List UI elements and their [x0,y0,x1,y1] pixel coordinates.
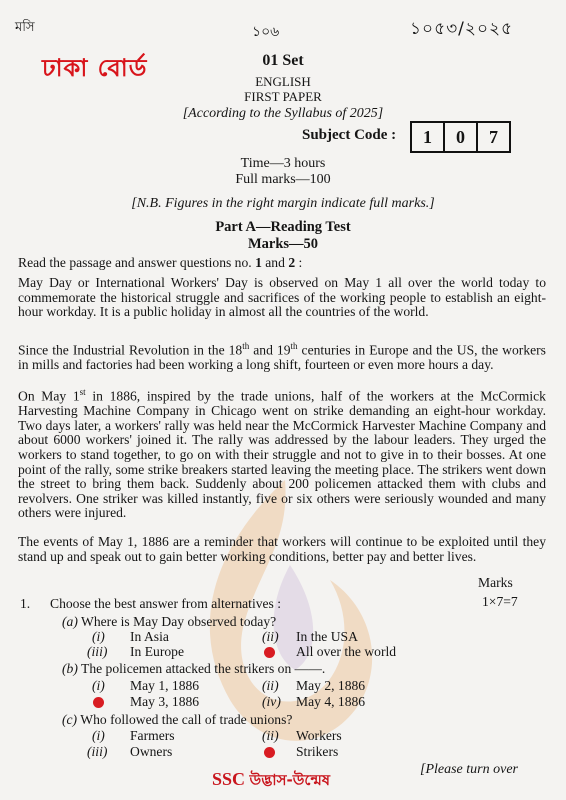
board-name: ঢাকা বোর্ড [42,54,148,82]
marks-note: [N.B. Figures in the right margin indicate full marks.] [131,196,435,211]
page-number: ১০৬ [252,24,280,40]
subject-code-label: Subject Code : [302,127,397,143]
filled-red-dot-icon [93,697,104,708]
question-number: 1. [20,596,31,611]
marks-value: 1×7=7 [482,594,518,609]
full-marks: Full marks—100 [235,172,331,187]
footer-brand: SSC উদ্ভাস-উন্মেষ [212,769,331,789]
subject-name: ENGLISH [255,74,311,89]
filled-red-dot-icon [264,647,275,658]
filled-red-dot-icon [264,747,275,758]
passage-paragraph: Since the Industrial Revolution in the 18th and 19th centuries in Europe and the US, the workers in mills and factories had been working a long shift, fourteen or even more hours a day. [18,341,546,373]
corner-left-label: মসি [15,20,35,35]
passage-instruction: Read the passage and answer questions no. 1 and 2 : [18,255,303,270]
marks-label: Marks [478,575,513,590]
passage-paragraph: On May 1st in 1886, inspired by the trade unions, half of the workers at the McCormick Harvesting Machine Company in Chicago went on strike demanding an eight-hour workday. Two days later, a workers' rally was held near the McCormick Harvester Machine Company and about 6000 workers' joined it. The rally was addressed by the labour leaders. They urged the workers to stand together, to go on with their struggle and not to give in to their bosses. At one point of the rally, some strike breakers started leaving the meeting place. The strikers went down the street to bring them back. Suddenly about 200 policemen attacked them with clubs and revolvers. One striker was killed instantly, five or six others were seriously wounded and many others were injured. [18,387,546,521]
paper-name: FIRST PAPER [244,89,322,104]
passage-paragraph: May Day or International Workers' Day is observed on May 1 all over the world today to commemorate the historical struggle and sacrifices of the working people to establish an eight-hour workday. It is a public holiday in almost all the countries of the world. [18,275,546,320]
sub-question: (b) The policemen attacked the strikers on ——. [62,661,326,676]
subject-code-digit: 1 [412,123,445,151]
subject-code-digit: 0 [445,123,478,151]
part-title: Part A—Reading Test [215,219,351,235]
exam-code: ১০৫৩/২০২৫ [410,19,514,39]
turn-over-note: [Please turn over [420,762,518,777]
set-label: 01 Set [262,52,304,69]
subject-code-box [410,121,511,153]
time-allowed: Time—3 hours [240,156,326,171]
syllabus-note: [According to the Syllabus of 2025] [182,106,384,121]
question-text: Choose the best answer from alternatives : [50,596,282,611]
subject-code-digit: 7 [489,127,498,147]
sub-question: (a) Where is May Day observed today? [62,614,277,629]
part-marks: Marks—50 [247,236,319,252]
sub-question: (c) Who followed the call of trade unions? [62,712,293,727]
passage-paragraph: The events of May 1, 1886 are a reminder that workers will continue to be exploited until they stand up and speak out to gain better working conditions, better pay and better lives. [18,534,546,564]
